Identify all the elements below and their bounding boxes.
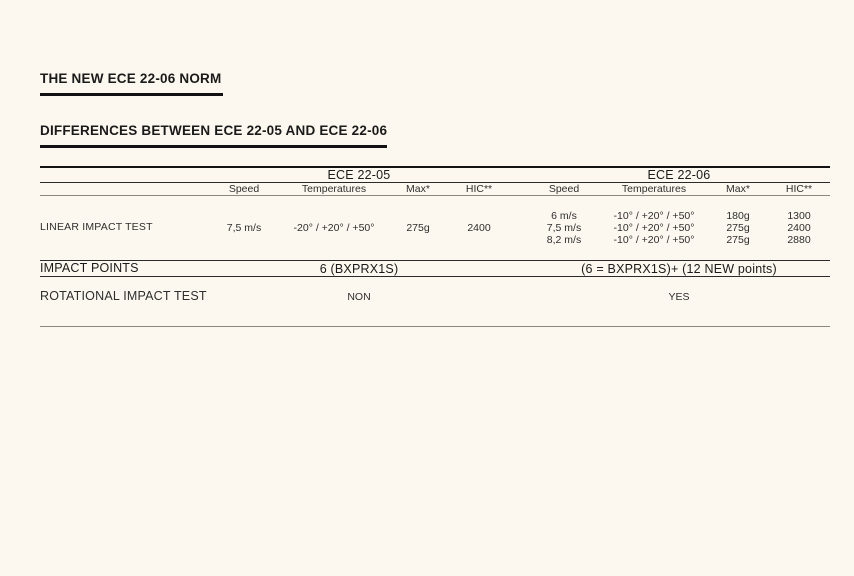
table-row	[40, 277, 830, 317]
cell-old-max-blank	[388, 210, 448, 222]
subheader-old-speed: Speed	[228, 182, 260, 195]
page-title: THE NEW ECE 22-06 NORM	[40, 71, 222, 86]
subheader-new-max: Max*	[726, 182, 750, 195]
cell-old-temperatures: -20° / +20° / +50°	[293, 221, 375, 234]
row-label-linear-impact-test: LINEAR IMPACT TEST	[40, 221, 153, 234]
cell-new-max-3: 275g	[726, 233, 750, 246]
spacer	[40, 246, 830, 261]
subheader-gap	[510, 183, 528, 196]
cell-old-hic-blank	[448, 210, 510, 222]
cell-old-temperatures-blank-2	[280, 234, 388, 246]
cell-old-max-blank-2	[388, 234, 448, 246]
cell-gap	[510, 261, 528, 277]
table-row	[40, 261, 830, 277]
document-page	[0, 72, 854, 576]
group-header-ece2206: ECE 22-06	[647, 167, 711, 182]
cell-impact-points-new: (6 = BXPRX1S)+ (12 NEW points)	[581, 261, 777, 276]
cell-new-temperatures-3: -10° / +20° / +50°	[613, 233, 695, 246]
cell-new-max-2: 275g	[726, 221, 750, 234]
section-subtitle-rule	[40, 145, 387, 148]
cell-rotational-old: NON	[347, 291, 371, 304]
comparison-table	[40, 166, 830, 327]
cell-old-temperatures-blank	[280, 210, 388, 222]
row-label-impact-points: IMPACT POINTS	[40, 260, 139, 275]
subheader-new-speed: Speed	[548, 182, 580, 195]
table-bottom-rule	[40, 326, 830, 327]
page-title-rule	[40, 93, 223, 96]
cell-old-hic-blank-2	[448, 234, 510, 246]
row-label-rotational-impact-test: ROTATIONAL IMPACT TEST	[40, 289, 207, 304]
group-header-ece2205: ECE 22-05	[327, 167, 391, 182]
group-header-gap	[510, 168, 528, 183]
cell-new-temperatures-1: -10° / +20° / +50°	[613, 209, 695, 222]
subheader-old-temperatures: Temperatures	[301, 182, 367, 195]
cell-new-hic-1: 1300	[787, 209, 811, 222]
subheader-new-temperatures: Temperatures	[621, 182, 687, 195]
cell-rotational-new: YES	[668, 291, 690, 304]
cell-new-max-1: 180g	[726, 209, 750, 222]
subheader-old-hic: HIC**	[465, 182, 493, 195]
section-subtitle: DIFFERENCES BETWEEN ECE 22-05 AND ECE 22-06	[40, 122, 388, 138]
cell-new-hic-3: 2880	[787, 233, 811, 246]
table-subheader-row	[40, 183, 830, 196]
cell-old-hic: 2400	[467, 221, 491, 234]
subheader-new-hic: HIC**	[785, 182, 813, 195]
cell-old-max: 275g	[406, 221, 430, 234]
spacer	[40, 317, 830, 327]
cell-new-temperatures-2: -10° / +20° / +50°	[613, 221, 695, 234]
table-row	[40, 210, 830, 222]
spacer	[40, 196, 830, 210]
cell-gap	[510, 210, 528, 222]
cell-old-speed: 7,5 m/s	[226, 221, 262, 234]
cell-new-speed-3: 8,2 m/s	[546, 233, 582, 246]
cell-new-speed-1: 6 m/s	[551, 209, 577, 222]
cell-gap	[510, 277, 528, 317]
cell-new-speed-2: 7,5 m/s	[546, 221, 582, 234]
cell-new-hic-2: 2400	[787, 221, 811, 234]
group-header-spacer	[40, 168, 208, 183]
subheader-spacer	[40, 183, 208, 196]
table-group-header-row	[40, 168, 830, 183]
cell-old-speed-blank	[208, 210, 280, 222]
subheader-old-max: Max*	[406, 182, 430, 195]
cell-impact-points-old: 6 (BXPRX1S)	[319, 261, 399, 276]
cell-old-speed-blank-2	[208, 234, 280, 246]
cell-gap	[510, 222, 528, 234]
cell-gap	[510, 234, 528, 246]
